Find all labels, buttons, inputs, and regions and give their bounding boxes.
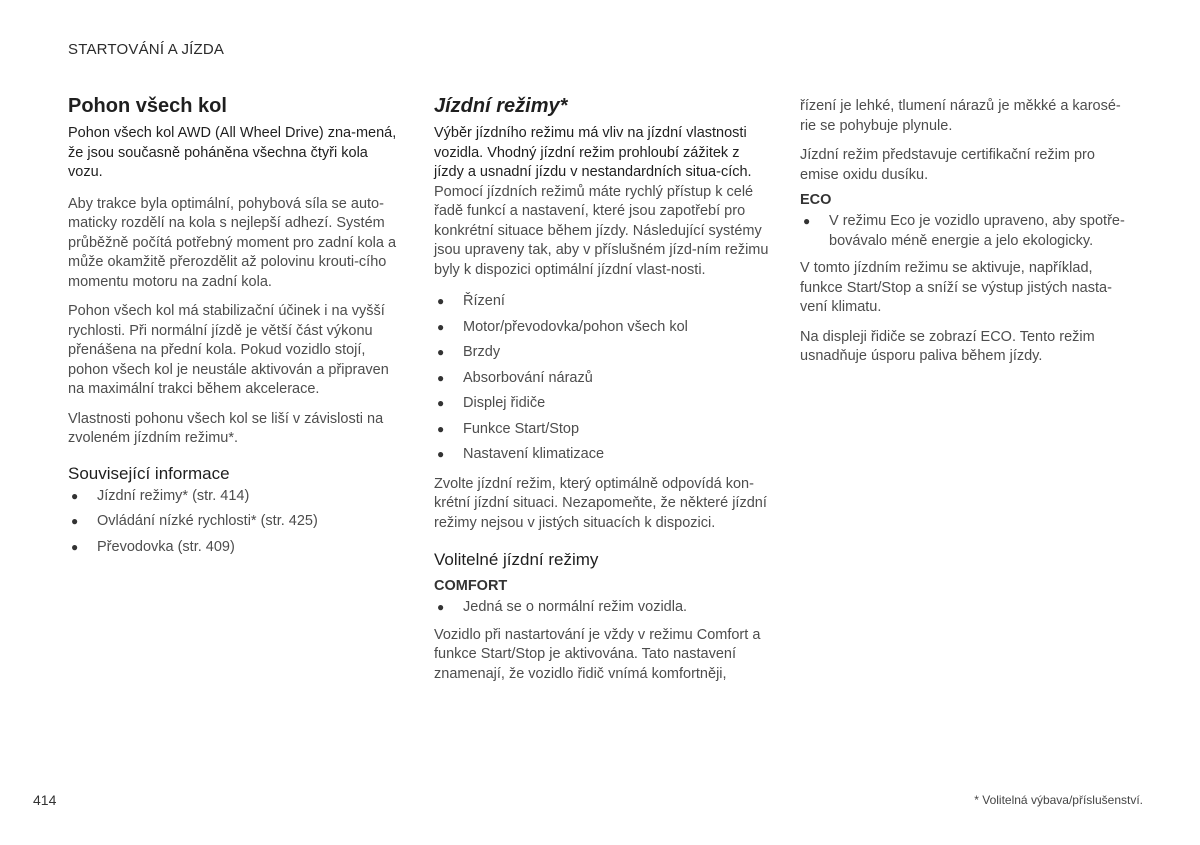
driving-modes-paragraph-2: Zvolte jízdní režim, který optimálně odpovídá kon-krétní jízdní situaci. Nezapomeňte, že některé jízdní režimy nejsou v jistých situacích k dispozici. [434,475,767,531]
system-item: ● Absorbování nárazů [434,369,770,389]
system-item: ● Funkce Start/Stop [434,420,770,440]
bullet-icon: ● [437,396,445,410]
related-info-list [68,487,404,558]
bullet-icon: ● [803,214,811,228]
eco-heading: ECO [800,192,832,208]
page-number: 414 [33,792,57,808]
awd-paragraph-1: Aby trakce byla optimální, pohybová síla se auto-maticky rozdělí na kola s nejlepší adhezí. Systém průběžně počítá potřebný moment pro zadní kola a může okamžitě přerozdělit až polovinu krouti-cího momentu motoru na zadní kola. [68,195,397,290]
bullet-icon: ● [437,319,445,334]
system-item: ● Nastavení klimatizace [434,445,770,465]
systems-list [434,292,770,465]
eco-paragraph-2: Na displeji řidiče se zobrazí ECO. Tento režim usnadňuje úsporu paliva během jízdy. [800,328,1095,364]
optional-modes-heading: Volitelné jízdní režimy [434,550,599,569]
bullet-icon: ● [437,421,445,436]
awd-lead: Pohon všech kol AWD (All Wheel Drive) zna-mená, že jsou současně poháněna všechna čtyři kola vozu. [68,125,397,180]
related-info-heading: Související informace [68,463,230,483]
column-awd [68,94,404,567]
footnote: * Volitelná výbava/příslušenství. [974,793,1143,807]
driving-modes-lead: Výběr jízdního režimu má vliv na jízdní vlastnosti vozidla. Vhodný jízdní režim prohloubí zážitek z jízdy a usnadní jízdu v nestandardních situa-cích. [434,125,752,180]
bullet-icon: ● [437,294,445,308]
bullet-icon: ● [437,600,445,614]
system-item: ● Displej řidiče [434,394,770,414]
driving-modes-title: Jízdní režimy* [434,95,568,117]
comfort-heading: COMFORT [434,578,508,594]
awd-title: Pohon všech kol [68,95,227,117]
column-continued [800,97,1135,377]
related-link-transmission[interactable]: ● Převodovka (str. 409) [68,538,404,558]
driving-modes-paragraph-3: Vozidlo při nastartování je vždy v režimu Comfort a funkce Start/Stop je aktivována. Tato nastavení znamenají, že vozidlo řidič vnímá komfortněji, [434,626,761,682]
awd-paragraph-3: Vlastnosti pohonu všech kol se liší v závislosti na zvoleném jízdním režimu*. [68,410,384,446]
eco-paragraph-1: V tomto jízdním režimu se aktivuje, například, funkce Start/Stop a sníží se výstup jistých nasta-vení klimatu. [800,260,1112,315]
section-header: STARTOVÁNÍ A JÍZDA [68,41,225,58]
bullet-icon: ● [71,488,79,503]
awd-paragraph-2: Pohon všech kol má stabilizační účinek i na vyšší rychlosti. Při normální jízdě je větší část výkonu přenášena na přední kola. Pokud vozidlo stojí, pohon všech kol je neustále aktivován a připraven na maximální trakci během akcelerace. [68,303,389,397]
comfort-continued: řízení je lehké, tlumení nárazů je měkké a karosé-rie se pohybuje plynule. [800,98,1121,134]
comfort-item: ● Jedná se o normální režim vozidla. [434,598,770,618]
eco-list [800,212,1135,251]
comfort-list [434,598,770,618]
driving-modes-paragraph-1: Pomocí jízdních režimů máte rychlý přístup k celé řadě funkcí a nastavení, které jsou zapotřebí pro konkrétní situace během jízdy. Následující systémy jsou upraveny tak, aby v příslušném jízd-ním režimu byly k dispozici optimální jízdní vlast-nosti. [434,183,769,278]
related-link-driving-modes[interactable]: ● Jízdní režimy* (str. 414) [68,487,404,507]
bullet-icon: ● [437,345,445,359]
column-driving-modes [434,94,770,694]
eco-item: ● V režimu Eco je vozidlo upraveno, aby spotře-bovávalo méně energie a jelo ekologicky. [803,213,1125,249]
system-item: ● Brzdy [434,343,770,363]
bullet-icon: ● [437,447,445,461]
system-item: ● Motor/převodovka/pohon všech kol [434,318,770,338]
system-item: ● Řízení [434,292,770,312]
bullet-icon: ● [71,514,79,528]
bullet-icon: ● [437,370,445,385]
bullet-icon: ● [71,539,79,554]
related-link-low-speed-control[interactable]: ● Ovládání nízké rychlosti* (str. 425) [68,512,404,532]
certification-paragraph: Jízdní režim představuje certifikační režim pro emise oxidu dusíku. [800,147,1095,183]
